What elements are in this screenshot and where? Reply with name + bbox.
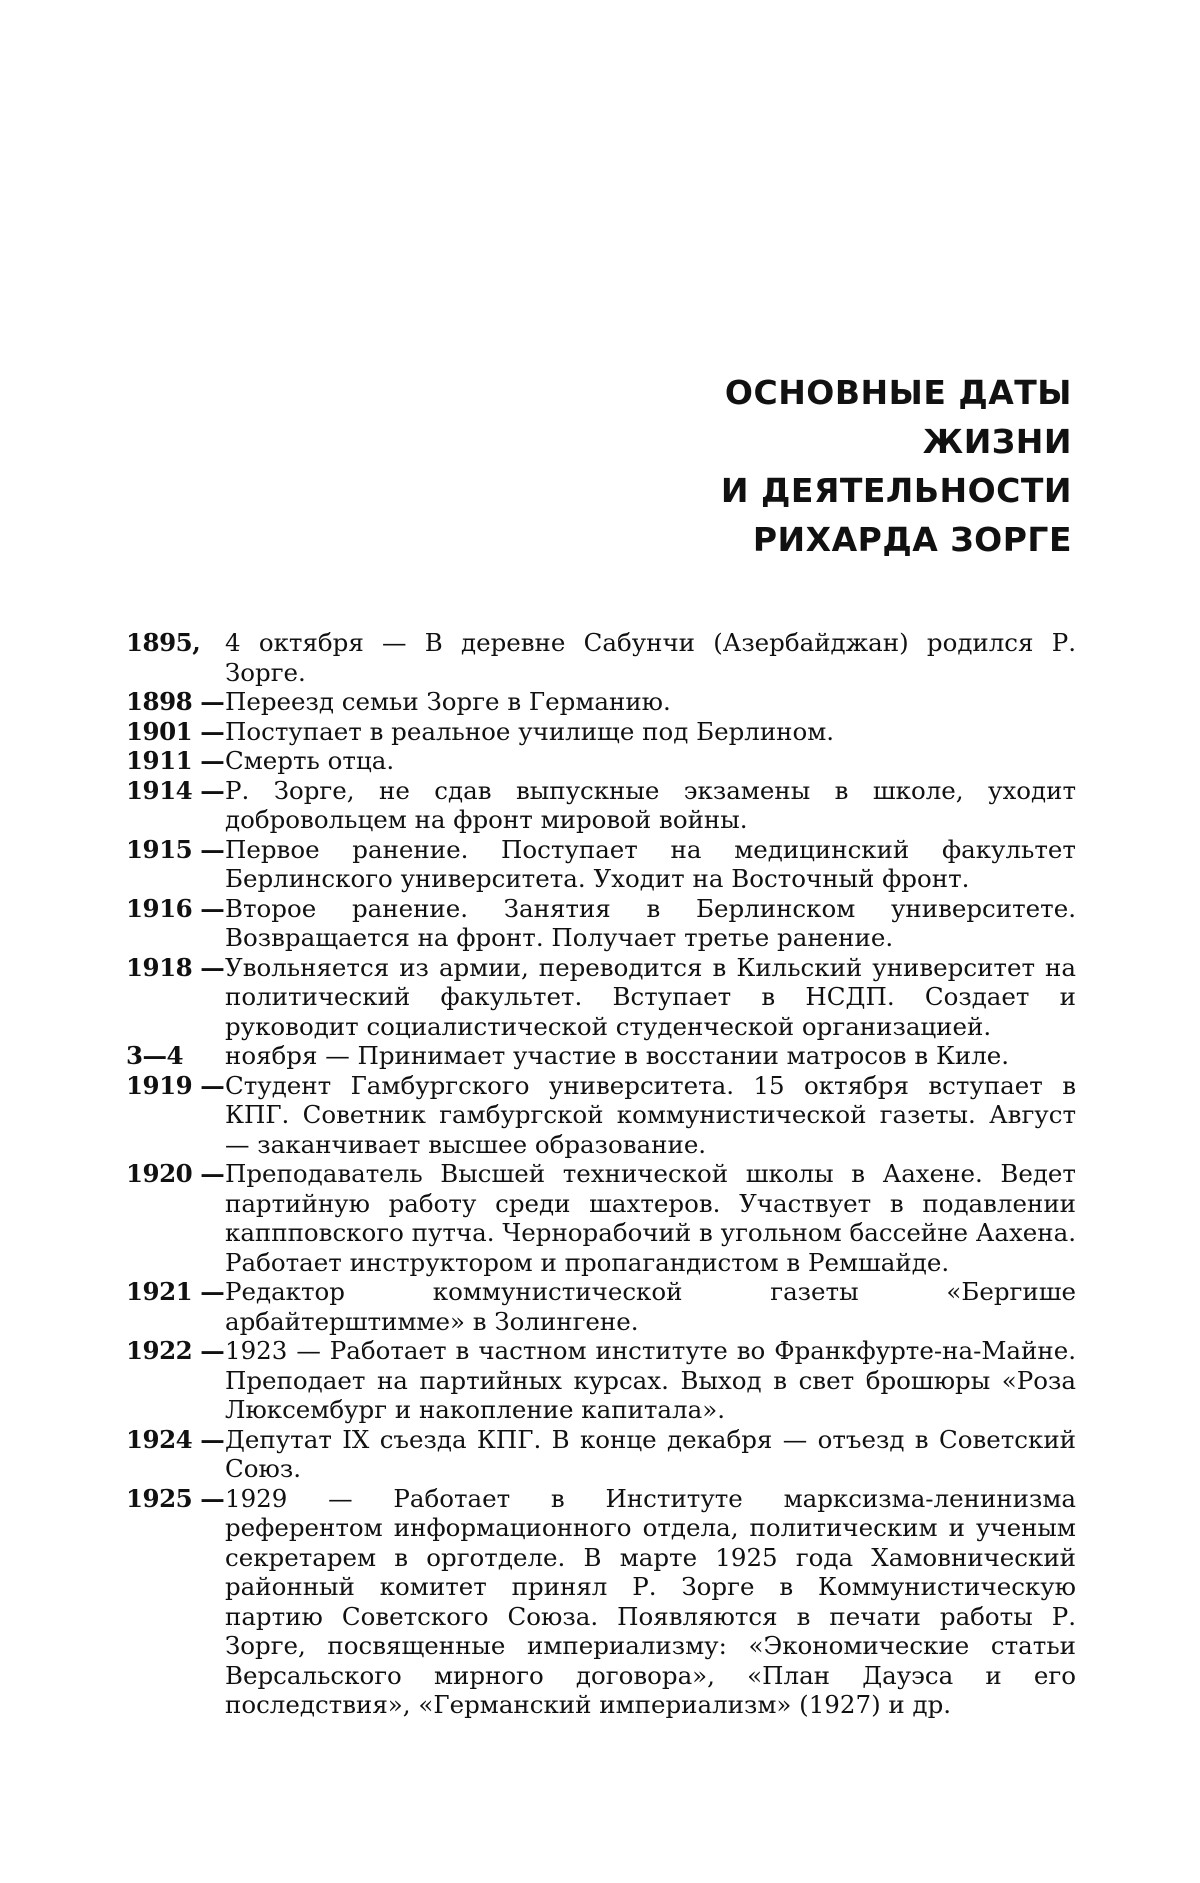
entry-text: Второе ранение. Занятия в Берлинском университете. Возвращается на фронт. Получает третье ранение. <box>225 893 1076 952</box>
chronology-entry <box>126 1425 1076 1484</box>
chronology-entry <box>126 1041 1076 1071</box>
chronology-entry <box>126 628 1076 687</box>
entry-year: 1925 — <box>126 1483 225 1513</box>
entry-text: Преподаватель Высшей технической школы в Аахене. Ведет партийную работу среди шахтеров. Участвует в подавлении каппповского путча. Чернорабочий в угольном бассейне Аахена. Работает инструктором и пропагандистом в Ремшайде. <box>225 1159 1076 1277</box>
chronology-entry <box>126 894 1076 953</box>
chronology-entry <box>126 835 1076 894</box>
chronology-entry <box>126 717 1076 747</box>
entry-year: 1921 — <box>126 1277 225 1306</box>
chronology-list <box>126 628 1076 1720</box>
chapter-title <box>472 368 1072 564</box>
chronology-entry <box>126 687 1076 717</box>
entry-year: 3—4 <box>126 1041 184 1070</box>
entry-text: 1923 — Работает в частном институте во Франкфурте-на-Майне. Преподает на партийных курсах. Выход в свет брошюры «Роза Люксембург и накопление капитала». <box>225 1336 1076 1424</box>
entry-year: 1911 — <box>126 746 225 775</box>
entry-text: Смерть отца. <box>225 746 395 775</box>
entry-text: Депутат IX съезда КПГ. В конце декабря — отъезд в Советский Союз. <box>225 1424 1076 1483</box>
chronology-entry <box>126 776 1076 835</box>
entry-year: 1898 — <box>126 687 225 716</box>
entry-text: 4 октября — В деревне Сабунчи (Азербайджан) родился Р. Зорге. <box>225 628 1076 687</box>
entry-year: 1919 — <box>126 1070 225 1100</box>
entry-year: 1922 — <box>126 1336 225 1365</box>
title-line: И ДЕЯТЕЛЬНОСТИ <box>720 471 1072 510</box>
entry-year: 1901 — <box>126 716 225 746</box>
entry-year: 1914 — <box>126 775 225 805</box>
chronology-entry <box>126 1336 1076 1425</box>
entry-year: 1895, <box>126 628 201 657</box>
title-line: ОСНОВНЫЕ ДАТЫ <box>724 373 1072 412</box>
entry-text: Редактор коммунистической газеты «Бергише арбайтерштимме» в Золингене. <box>225 1277 1076 1336</box>
entry-text: Студент Гамбургского университета. 15 октября вступает в КПГ. Советник гамбургской коммунистической газеты. Август — заканчивает высшее образование. <box>225 1070 1076 1159</box>
entry-year: 1918 — <box>126 952 225 982</box>
entry-text: Р. Зорге, не сдав выпускные экзамены в школе, уходит добровольцем на фронт мировой войны. <box>225 775 1076 834</box>
entry-year: 1915 — <box>126 834 225 864</box>
chronology-entry <box>126 1484 1076 1720</box>
entry-text: Переезд семьи Зорге в Германию. <box>225 687 671 716</box>
entry-text: Поступает в реальное училище под Берлином. <box>225 716 835 746</box>
entry-year: 1924 — <box>126 1424 225 1454</box>
entry-text: 1929 — Работает в Институте марксизма-ленинизма референтом информационного отдела, политическим и ученым секретарем в орготделе. В марте 1925 года Хамовнический районный комитет принял Р. Зорге в Коммунистическую партию Советского Союза. Появляются в печати работы Р. Зорге, посвященные империализму: «Экономические статьи Версальского мирного договора», «План Дауэса и его последствия», «Германский империализм» (1927) и др. <box>225 1483 1076 1719</box>
entry-text: Первое ранение. Поступает на медицинский факультет Берлинского университета. Уходит на Восточный фронт. <box>225 834 1076 893</box>
chronology-entry <box>126 1277 1076 1336</box>
chronology-entry <box>126 1159 1076 1277</box>
chronology-entry <box>126 746 1076 776</box>
title-line: ЖИЗНИ <box>922 422 1072 461</box>
entry-year: 1920 — <box>126 1159 225 1188</box>
chronology-entry <box>126 1071 1076 1160</box>
entry-text: ноября — Принимает участие в восстании матросов в Киле. <box>225 1041 1010 1070</box>
chronology-entry <box>126 953 1076 1042</box>
entry-year: 1916 — <box>126 893 225 923</box>
entry-text: Увольняется из армии, переводится в Кильский университет на политический факультет. Вступает в НСДП. Создает и руководит социалистической студенческой организацией. <box>225 952 1076 1041</box>
title-line: РИХАРДА ЗОРГЕ <box>752 520 1072 559</box>
